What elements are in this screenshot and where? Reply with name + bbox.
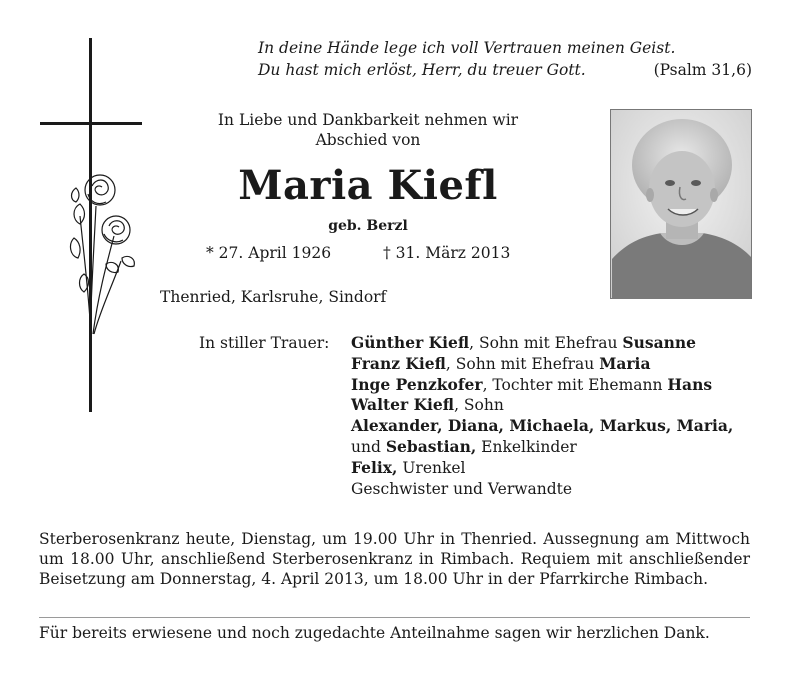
birth-date: * 27. April 1926 (206, 244, 332, 262)
intro-line-2: Abschied von (315, 131, 421, 149)
mourner-name: Inge Penzkofer (351, 374, 483, 394)
places: Thenried, Karlsruhe, Sindorf (160, 288, 387, 306)
mourner-relation: , Tochter mit Ehemann (482, 375, 668, 394)
portrait-photo (610, 109, 752, 299)
mourner-relation: Enkelkinder (476, 437, 577, 456)
mourner-line (351, 333, 751, 354)
mourner-relation: Geschwister und Verwandte (351, 479, 573, 498)
mourner-relation: , Sohn (454, 396, 504, 415)
mourner-line (351, 375, 751, 396)
mourner-line (351, 437, 751, 458)
mourner-line (351, 416, 751, 437)
mourner-name: Susanne (622, 333, 697, 352)
intro-line-1: In Liebe und Dankbarkeit nehmen wir (217, 111, 519, 129)
mourner-name: Walter Kiefl (351, 395, 455, 415)
mourners-list (351, 333, 751, 499)
mourner-name: Hans (667, 374, 713, 394)
thanks-line: Für bereits erwiesene und noch zugedachte Anteilnahme sagen wir herzlichen Dank. (39, 624, 710, 642)
divider (39, 617, 750, 618)
verse-line-1: In deine Hände lege ich voll Vertrauen meinen Geist. (258, 39, 676, 57)
mourner-name: Franz Kiefl (351, 353, 446, 373)
mourner-name: Sebastian, (385, 436, 477, 456)
death-date: † 31. März 2013 (383, 244, 511, 262)
mourner-relation: Urenkel (397, 458, 466, 477)
mourner-line (351, 458, 751, 479)
mourner-relation: und (351, 437, 386, 456)
verse-line-2: Du hast mich erlöst, Herr, du treuer Gott. (258, 61, 586, 79)
mourner-name: Günther Kiefl (351, 333, 470, 352)
mourners-label: In stiller Trauer: (199, 334, 330, 352)
mourner-name: Felix, (351, 457, 398, 477)
service-notice: Sterberosenkranz heute, Dienstag, um 19.00 Uhr in Thenried. Aussegnung am Mittwoch um 18.00 Uhr, anschließend Sterberosenkranz in Rimbach. Requiem mit anschließender Beisetzung am Donnerstag, 4. April 2013, um 18.00 Uhr in der Pfarrkirche Rimbach. (39, 530, 750, 589)
mourner-line (351, 479, 751, 500)
mourner-name: Alexander, Diana, Michaela, Markus, Maria, (351, 416, 734, 436)
mourner-line (351, 354, 751, 375)
mourner-relation: , Sohn mit Ehefrau (445, 354, 600, 373)
rose-icon (66, 166, 138, 338)
mourner-name: Maria (599, 353, 651, 373)
maiden-name: geb. Berzl (328, 218, 408, 234)
mourner-relation: , Sohn mit Ehefrau (469, 334, 623, 352)
deceased-name: Maria Kiefl (238, 162, 498, 209)
mourner-line (351, 395, 751, 416)
verse-citation: (Psalm 31,6) (653, 61, 752, 79)
